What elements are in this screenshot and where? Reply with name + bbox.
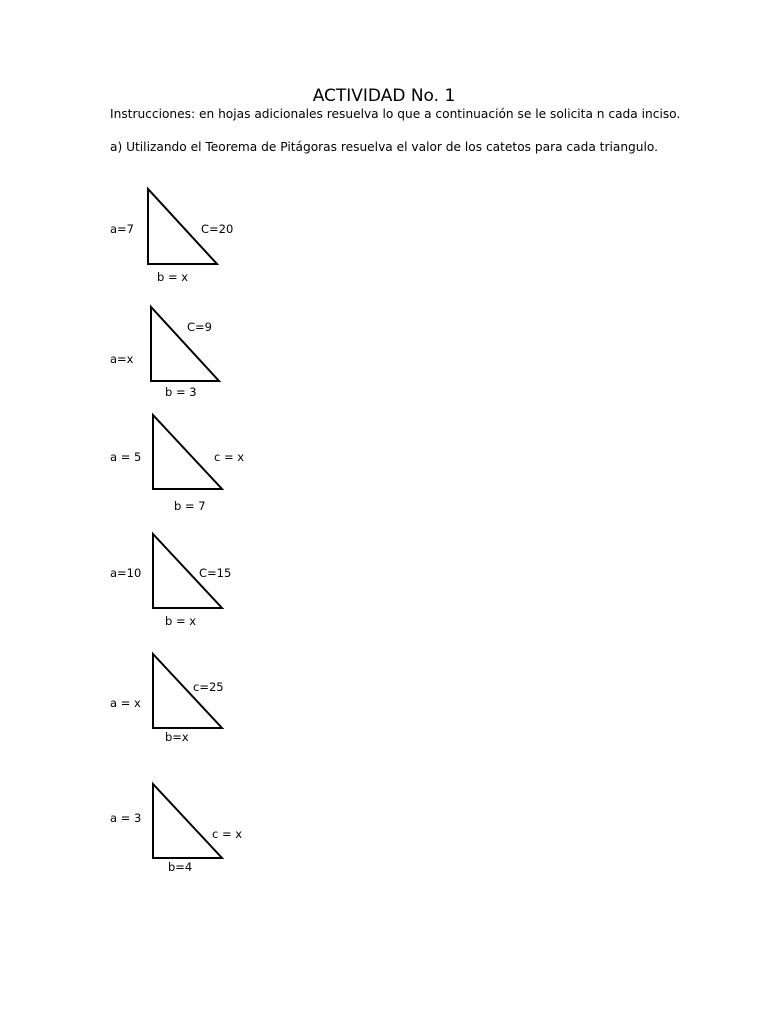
instructions-text: Instrucciones: en hojas adicionales resuelva lo que a continuación se le solicita n cada inciso. <box>110 107 681 121</box>
hypotenuse-label: c = x <box>214 450 245 464</box>
hypotenuse-label: c = x <box>212 827 243 841</box>
leg-a-label: a = 5 <box>110 450 142 464</box>
leg-b-label: b = 3 <box>165 385 197 399</box>
leg-a-label: a=x <box>110 352 134 366</box>
hypotenuse-label: C=9 <box>187 320 212 334</box>
leg-b-label: b=x <box>165 730 189 744</box>
hypotenuse-label: C=15 <box>199 566 232 580</box>
leg-b-label: b = 7 <box>174 499 206 513</box>
leg-b-label: b = x <box>157 270 189 284</box>
leg-b-label: b=4 <box>168 860 193 874</box>
page-title: ACTIVIDAD No. 1 <box>312 86 456 106</box>
leg-a-label: a = 3 <box>110 811 142 825</box>
leg-b-label: b = x <box>165 614 197 628</box>
hypotenuse-label: c=25 <box>193 680 224 694</box>
leg-a-label: a=7 <box>110 222 134 236</box>
leg-a-label: a = x <box>110 696 141 710</box>
hypotenuse-label: C=20 <box>201 222 234 236</box>
section-a-text: a) Utilizando el Teorema de Pitágoras resuelva el valor de los catetos para cada triangulo. <box>110 140 659 154</box>
leg-a-label: a=10 <box>110 566 142 580</box>
